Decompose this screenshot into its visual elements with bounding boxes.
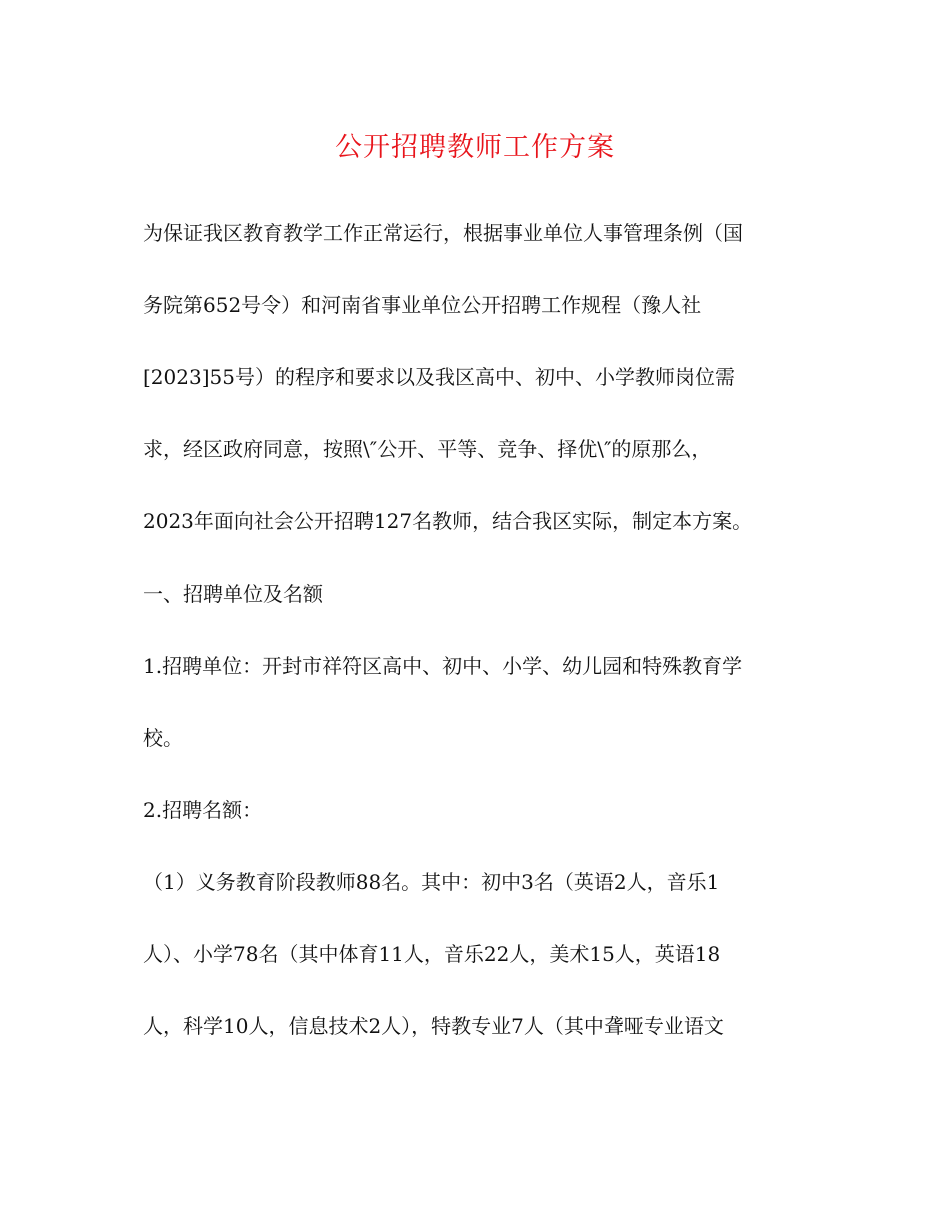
sub-item-1-line-2: 人）、小学78名（其中体育11人，音乐22人，美术15人，英语18 — [143, 942, 721, 966]
paragraph-line-2: 务院第652号令）和河南省事业单位公开招聘工作规程（豫人社 — [143, 293, 702, 317]
sub-item-1-line-3: 人，科学10人，信息技术2人），特教专业7人（其中聋哑专业语文 — [143, 1014, 724, 1038]
list-item-1-line-2: 校。 — [143, 726, 183, 750]
paragraph-line-5: 2023年面向社会公开招聘127名教师，结合我区实际，制定本方案。 — [143, 509, 753, 533]
paragraph-line-1: 为保证我区教育教学工作正常运行，根据事业单位人事管理条例（国 — [143, 221, 743, 245]
paragraph-line-4: 求，经区政府同意，按照\″公开、平等、竞争、择优\″的原那么， — [143, 437, 712, 461]
section-heading-1: 一、招聘单位及名额 — [143, 582, 323, 606]
list-item-2: 2.招聘名额： — [143, 798, 263, 822]
paragraph-line-3: [2023]55号）的程序和要求以及我区高中、初中、小学教师岗位需 — [143, 365, 735, 389]
list-item-1-line-1: 1.招聘单位：开封市祥符区高中、初中、小学、幼儿园和特殊教育学 — [143, 654, 743, 678]
document-title: 公开招聘教师工作方案 — [335, 132, 615, 163]
sub-item-1-line-1: （1）义务教育阶段教师88名。其中：初中3名（英语2人，音乐1 — [143, 870, 720, 894]
